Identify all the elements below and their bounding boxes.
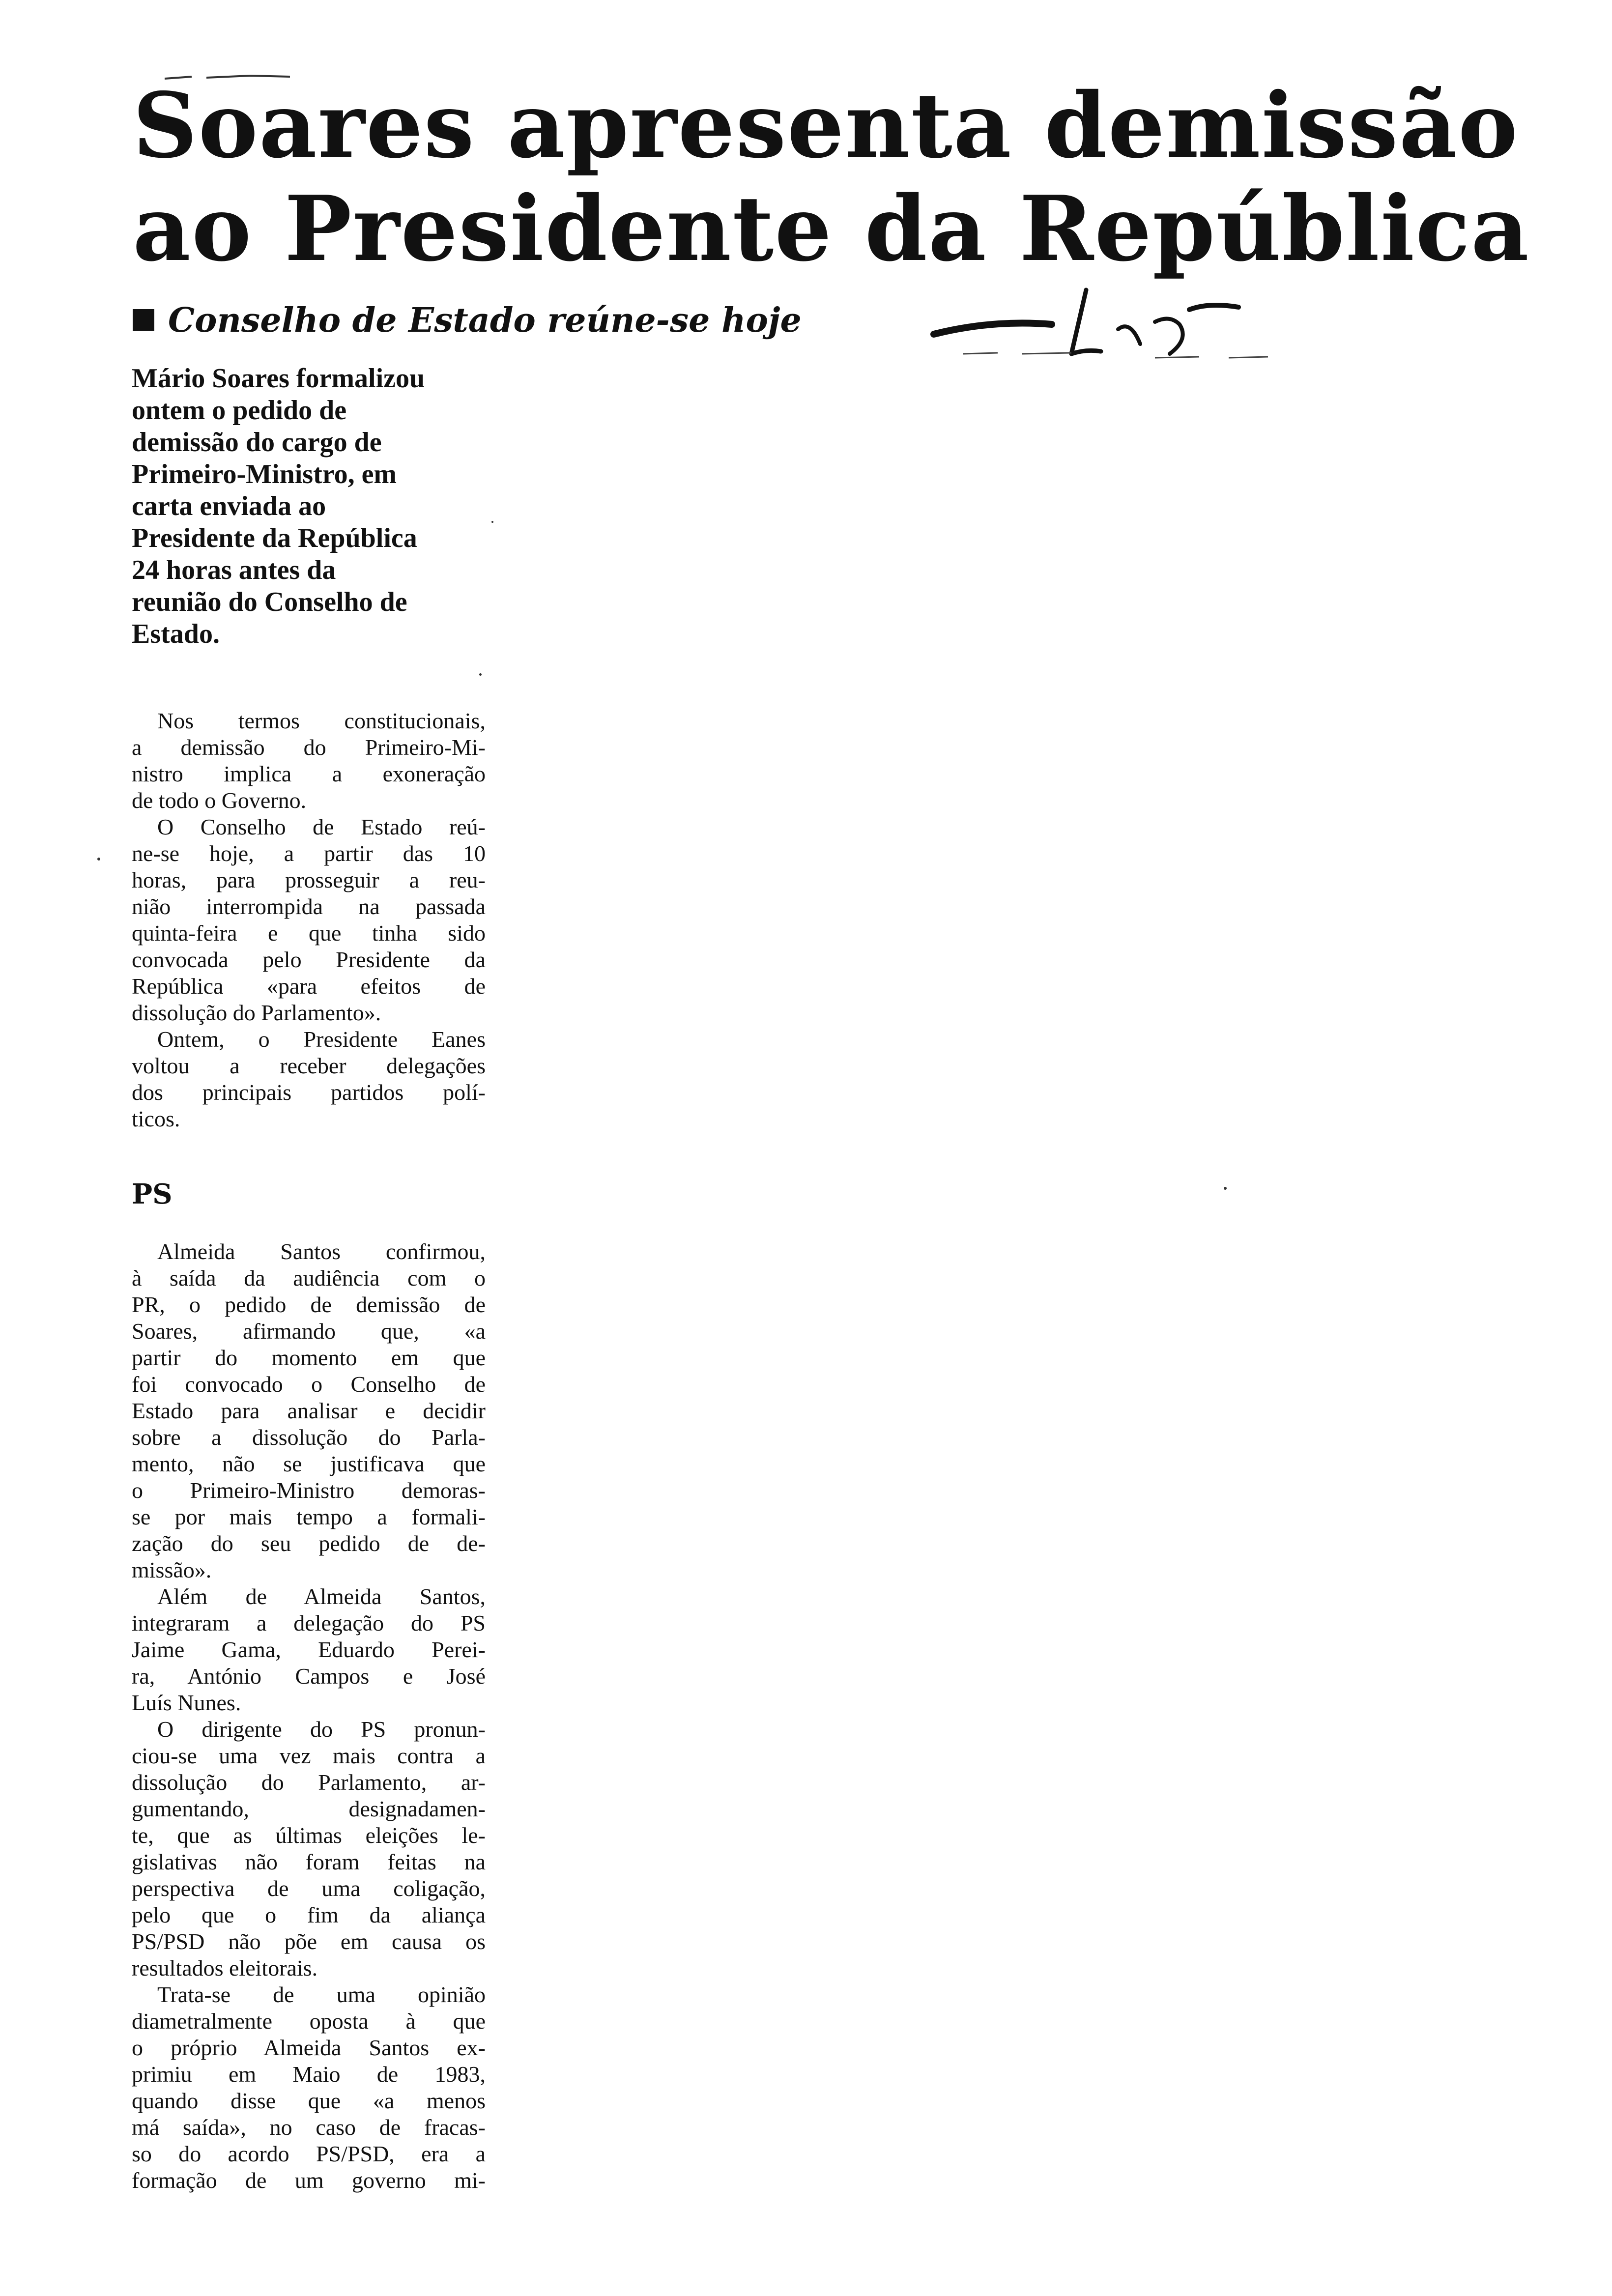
body-line: O dirigente do PS pronun-: [157, 1717, 486, 1742]
scan-speck: [491, 521, 493, 523]
body-line: República «para efeitos de: [132, 974, 486, 999]
lede-line: Presidente da República: [132, 523, 417, 553]
body-line: de todo o Governo.: [132, 788, 307, 813]
lede-line: Mário Soares formalizou: [132, 363, 425, 394]
body-line: Trata-se de uma opinião: [157, 1982, 486, 2007]
body-text-ps-section: [132, 1238, 486, 2194]
body-line: Estado para analisar e decidir: [132, 1398, 486, 1423]
body-line: quando disse que «a menos: [132, 2088, 486, 2113]
body-line: quinta-feira e que tinha sido: [132, 920, 486, 946]
lede-line: demissão do cargo de: [132, 427, 382, 458]
lede-paragraph: [132, 363, 486, 650]
body-line: mento, não se justificava que: [132, 1451, 486, 1476]
body-line: Ontem, o Presidente Eanes: [157, 1027, 486, 1052]
scan-speck: [479, 673, 482, 676]
body-line: Luís Nunes.: [132, 1690, 241, 1715]
body-line: integraram a delegação do PS: [132, 1610, 486, 1636]
body-line: Soares, afirmando que, «a: [132, 1319, 486, 1344]
subheadline-text: Conselho de Estado reúne-se hoje: [168, 301, 802, 340]
body-line: PS/PSD não põe em causa os: [132, 1929, 486, 1954]
scan-speck: [97, 858, 100, 861]
body-line: pelo que o fim da aliança: [132, 1902, 486, 1927]
body-line: Além de Almeida Santos,: [157, 1584, 486, 1609]
body-line: voltou a receber delegações: [132, 1053, 486, 1078]
body-line: dos principais partidos polí-: [132, 1080, 486, 1105]
body-line: foi convocado o Conselho de: [132, 1372, 486, 1397]
body-line: gumentando, designadamen-: [132, 1796, 486, 1821]
body-line: so do acordo PS/PSD, era a: [132, 2141, 486, 2166]
handwritten-annotation: [924, 275, 1307, 364]
body-line: missão».: [132, 1557, 212, 1582]
body-line: a demissão do Primeiro-Mi-: [132, 735, 486, 760]
body-text-intro: [132, 708, 486, 1132]
body-line: se por mais tempo a formali-: [132, 1504, 486, 1529]
body-line: horas, para prosseguir a reu-: [132, 867, 486, 892]
body-line: convocada pelo Presidente da: [132, 947, 486, 972]
lede-line: Estado.: [132, 619, 220, 649]
body-line: Almeida Santos confirmou,: [157, 1239, 486, 1264]
body-line: dissolução do Parlamento».: [132, 1000, 381, 1025]
body-line: gislativas não foram feitas na: [132, 1849, 486, 1874]
lede-line: 24 horas antes da: [132, 555, 336, 585]
body-line: ciou-se uma vez mais contra a: [132, 1743, 486, 1768]
body-line: primiu em Maio de 1983,: [132, 2062, 486, 2087]
body-line: sobre a dissolução do Parla-: [132, 1425, 486, 1450]
body-line: partir do momento em que: [132, 1345, 486, 1370]
body-line: formação de um governo mi-: [132, 2168, 486, 2193]
body-line: o Primeiro-Ministro demoras-: [132, 1478, 486, 1503]
body-line: PR, o pedido de demissão de: [132, 1292, 486, 1317]
square-bullet-icon: [133, 309, 154, 331]
section-heading-ps: PS: [132, 1178, 173, 1210]
headline-line-1: Soares apresenta demissão: [133, 73, 1519, 178]
body-line: O Conselho de Estado reú-: [157, 814, 486, 839]
body-line: nião interrompida na passada: [132, 894, 486, 919]
body-line: ra, António Campos e José: [132, 1664, 486, 1689]
body-line: ne-se hoje, a partir das 10: [132, 841, 486, 866]
body-line: resultados eleitorais.: [132, 1955, 318, 1980]
body-line: dissolução do Parlamento, ar-: [132, 1770, 486, 1795]
headline-line-2: ao Presidente da República: [133, 176, 1530, 281]
lede-line: carta enviada ao: [132, 491, 326, 521]
body-line: perspectiva de uma coligação,: [132, 1876, 486, 1901]
body-line: Jaime Gama, Eduardo Perei-: [132, 1637, 486, 1662]
lede-line: Primeiro-Ministro, em: [132, 459, 397, 489]
lede-line: reunião do Conselho de: [132, 587, 407, 617]
body-line: má saída», no caso de fracas-: [132, 2115, 486, 2140]
body-line: te, que as últimas eleições le-: [132, 1823, 486, 1848]
body-line: o próprio Almeida Santos ex-: [132, 2035, 486, 2060]
body-line: ticos.: [132, 1106, 180, 1131]
body-line: zação do seu pedido de de-: [132, 1531, 486, 1556]
headline: [133, 74, 1583, 280]
scan-speck: [1224, 1187, 1227, 1190]
body-line: diametralmente oposta à que: [132, 2009, 486, 2034]
body-line: Nos termos constitucionais,: [157, 708, 486, 733]
body-line: nistro implica a exoneração: [132, 761, 486, 786]
subheadline: [133, 301, 802, 340]
body-line: à saída da audiência com o: [132, 1265, 486, 1291]
lede-line: ontem o pedido de: [132, 395, 347, 426]
